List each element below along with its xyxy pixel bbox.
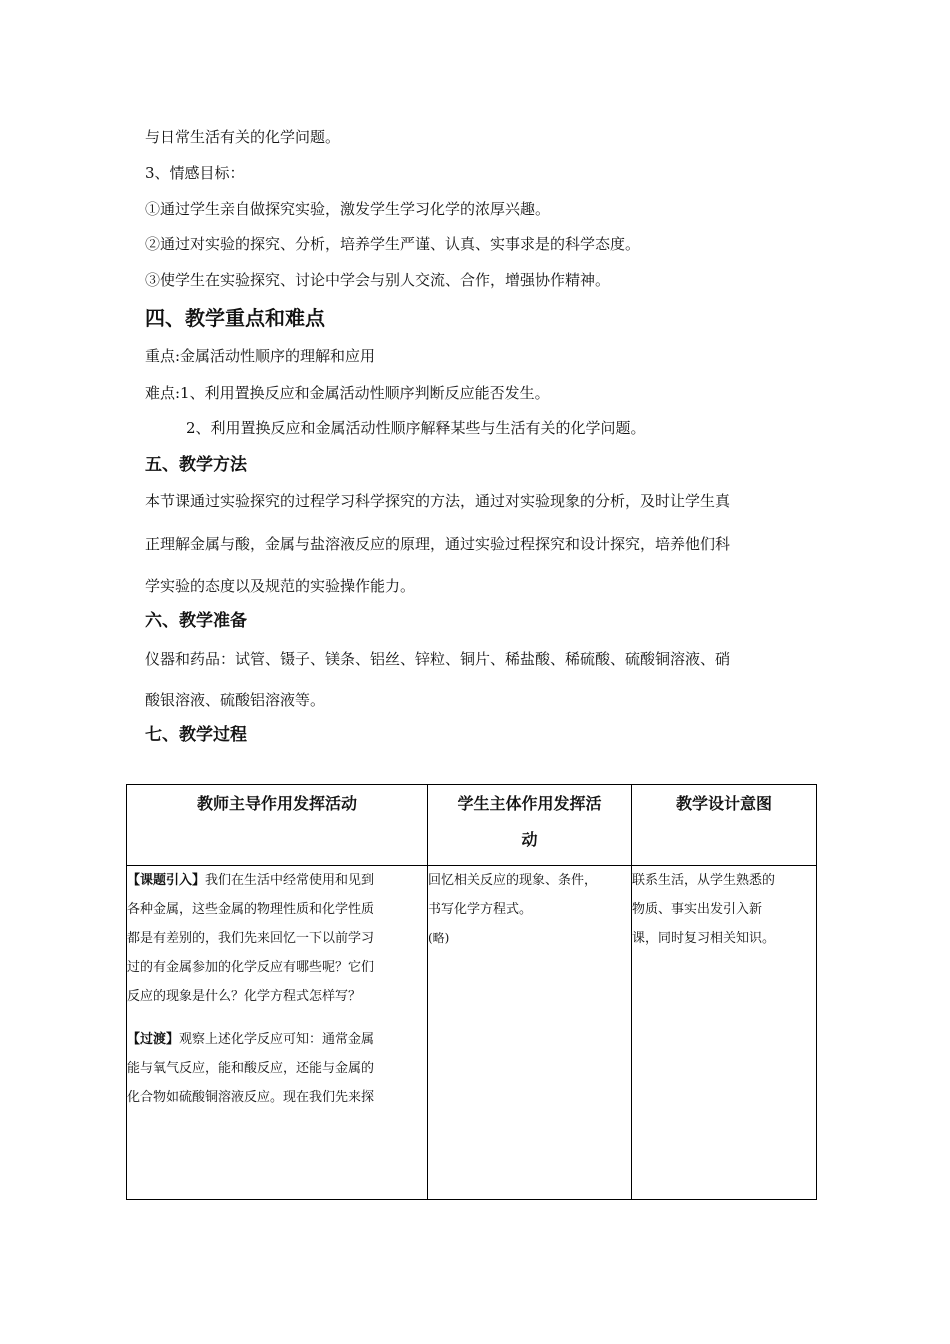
teacher-text: 观察上述化学反应可知：通常金属 [179,1032,375,1047]
table-header-row [127,785,817,866]
teacher-line [127,866,427,895]
header-student-line-1: 学生主体作用发挥活 [457,794,602,813]
section-heading-4: 四、教学重点和难点 [145,306,325,330]
difficulty-text-2: 2、利用置换反应和金属活动性顺序解释某些与生活有关的化学问题。 [186,419,646,437]
header-teacher: 教师主导作用发挥活动 [196,794,357,813]
intro-tag: 【课题引入】 [127,873,206,888]
design-line: 联系生活，从学生熟悉的 [632,873,776,888]
teacher-line: 反应的现象是什么？化学方程式怎样写？ [127,989,362,1004]
teacher-text: 我们在生活中经常使用和见到 [205,873,375,888]
section-heading-5: 五、教学方法 [145,455,247,475]
prep-paragraph-line: 仪器和药品：试管、镊子、镁条、铝丝、锌粒、铜片、稀盐酸、稀硫酸、硫酸铜溶液、硝 [145,650,731,668]
method-paragraph-line: 本节课通过实验探究的过程学习科学探究的方法，通过对实验现象的分析，及时让学生真 [145,492,731,510]
text-line: ②通过对实验的探究、分析，培养学生严谨、认真、实事求是的科学态度。 [145,235,641,253]
text-line: 3、情感目标： [145,164,245,182]
text-line: ①通过学生亲自做探究实验，激发学生学习化学的浓厚兴趣。 [145,200,551,218]
teaching-process-table [126,784,817,1200]
student-activity-cell [428,866,632,1200]
header-cell-teacher [127,785,428,866]
header-cell-design [632,785,817,866]
teacher-activity-cell [127,866,428,1200]
header-design: 教学设计意图 [675,794,772,813]
teacher-line: 能与氧气反应，能和酸反应，还能与金属的 [127,1061,375,1076]
text-line: ③使学生在实验探究、讨论中学会与别人交流、合作，增强协作精神。 [145,271,611,289]
transition-tag: 【过渡】 [127,1032,180,1047]
focus-text: 重点:金属活动性顺序的理解和应用 [145,347,376,365]
header-student-line-2: 动 [521,830,538,849]
prep-paragraph-line: 酸银溶液、硫酸铝溶液等。 [145,691,326,709]
header-cell-student [428,785,632,866]
teacher-line: 化合物如硫酸铜溶液反应。现在我们先来探 [127,1090,375,1105]
difficulty-text-1: 难点:1、利用置换反应和金属活动性顺序判断反应能否发生。 [145,384,550,402]
spacer [127,1011,427,1025]
design-line: 物质、事实出发引入新 [632,902,763,917]
student-line: 书写化学方程式。 [428,902,533,917]
student-line: (略) [428,931,450,945]
design-intent-cell [632,866,817,1200]
teacher-line: 过的有金属参加的化学反应有哪些呢？它们 [127,960,375,975]
section-heading-6: 六、教学准备 [145,611,247,631]
method-paragraph-line: 正理解金属与酸，金属与盐溶液反应的原理，通过实验过程探究和设计探究，培养他们科 [145,535,731,553]
teacher-line: 都是有差别的，我们先来回忆一下以前学习 [127,931,375,946]
teacher-line: 各种金属，这些金属的物理性质和化学性质 [127,902,375,917]
table-row [127,866,817,1200]
text-line: 与日常生活有关的化学问题。 [145,128,341,146]
teacher-line [127,1025,427,1054]
design-line: 课，同时复习相关知识。 [632,931,776,946]
method-paragraph-line: 学实验的态度以及规范的实验操作能力。 [145,577,416,595]
student-line: 回忆相关反应的现象、条件， [428,873,598,888]
section-heading-7: 七、教学过程 [145,725,247,745]
